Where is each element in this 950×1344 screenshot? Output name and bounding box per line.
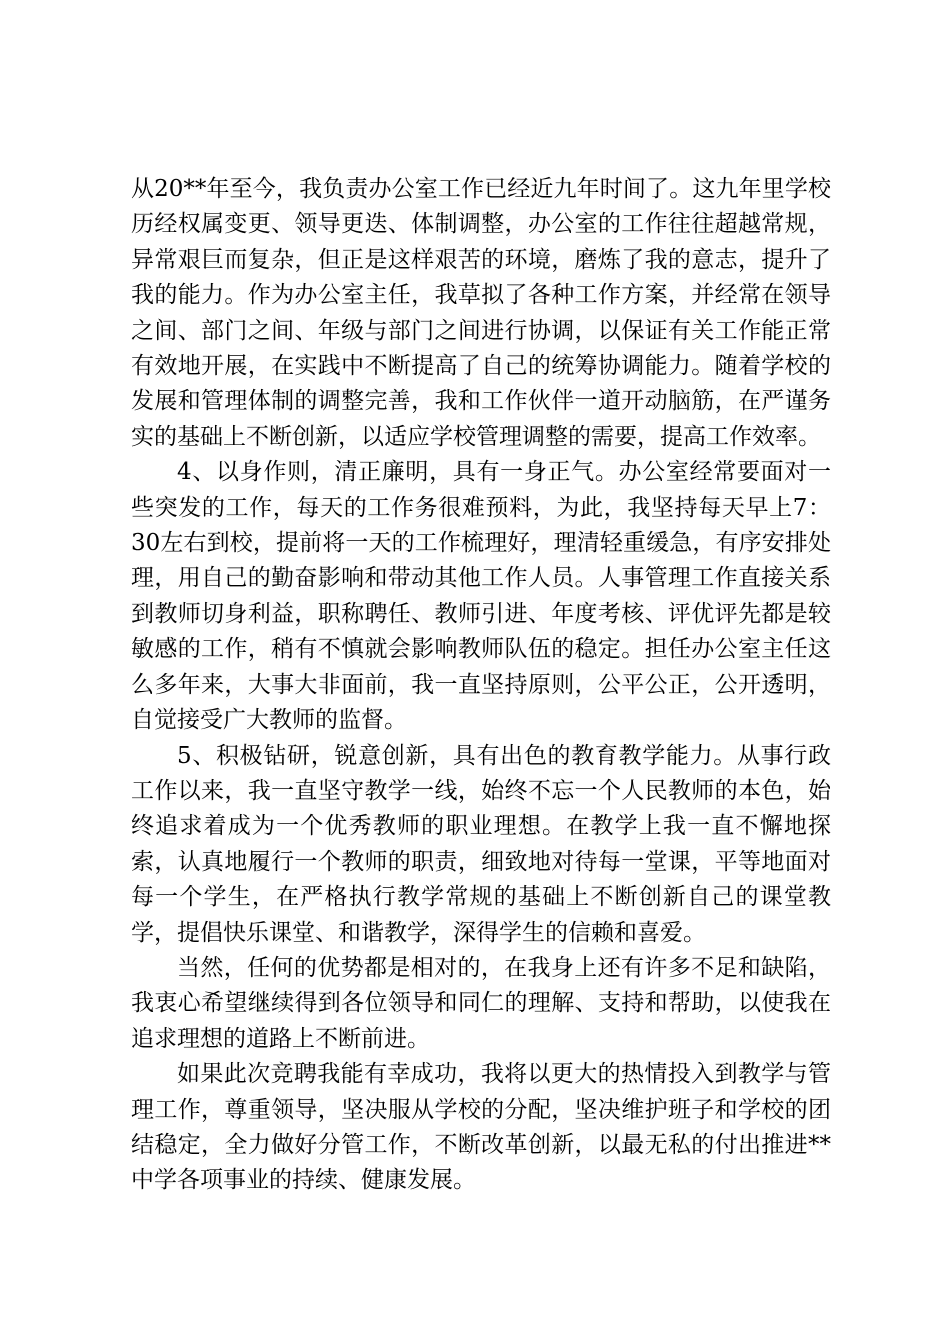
paragraph-teaching-ability: 5、积极钻研，锐意创新，具有出色的教育教学能力。从事行政工作以来，我一直坚守教学一线，始终不忘一个人民教师的本色，始终追求着成为一个优秀教师的职业理想。在教学上我一直不懈地探索，认真地履行一个教师的职责，细致地对待每一堂课，平等地面对每一个学生，在严格执行教学常规的基础上不断创新自己的课堂教学，提倡快乐课堂、和谐教学，深得学生的信赖和喜爱。 xyxy=(131,742,831,946)
paragraph-integrity: 4、以身作则，清正廉明，具有一身正气。办公室经常要面对一些突发的工作，每天的工作务很难预料，为此，我坚持每天早上7：30左右到校，提前将一天的工作梳理好，理清轻重缓急，有序安排处理，用自己的勤奋影响和带动其他工作人员。人事管理工作直接关系到教师切身利益，职称聘任、教师引进、年度考核、评优评先都是较敏感的工作，稍有不慎就会影响教师队伍的稳定。担任办公室主任这么多年来，大事大非面前，我一直坚持原则，公平公正，公开透明，自觉接受广大教师的监督。 xyxy=(131,459,831,734)
paragraph-commitment: 如果此次竞聘我能有幸成功，我将以更大的热情投入到教学与管理工作，尊重领导，坚决服从学校的分配，坚决维护班子和学校的团结稳定，全力做好分管工作，不断改革创新，以最无私的付出推进**中学各项事业的持续、健康发展。 xyxy=(131,1061,831,1194)
paragraph-shortcomings: 当然，任何的优势都是相对的，在我身上还有许多不足和缺陷，我衷心希望继续得到各位领导和同仁的理解、支持和帮助，以使我在追求理想的道路上不断前进。 xyxy=(131,954,831,1052)
document-body xyxy=(131,172,831,1199)
paragraph-office-experience: 从20**年至今，我负责办公室工作已经近九年时间了。这九年里学校历经权属变更、领导更迭、体制调整，办公室的工作往往超越常规，异常艰巨而复杂，但正是这样艰苦的环境，磨炼了我的意志，提升了我的能力。作为办公室主任，我草拟了各种工作方案，并经常在领导之间、部门之间、年级与部门之间进行协调，以保证有关工作能正常有效地开展，在实践中不断提高了自己的统筹协调能力。随着学校的发展和管理体制的调整完善，我和工作伙伴一道开动脑筋，在严谨务实的基础上不断创新，以适应学校管理调整的需要，提高工作效率。 xyxy=(131,176,831,450)
